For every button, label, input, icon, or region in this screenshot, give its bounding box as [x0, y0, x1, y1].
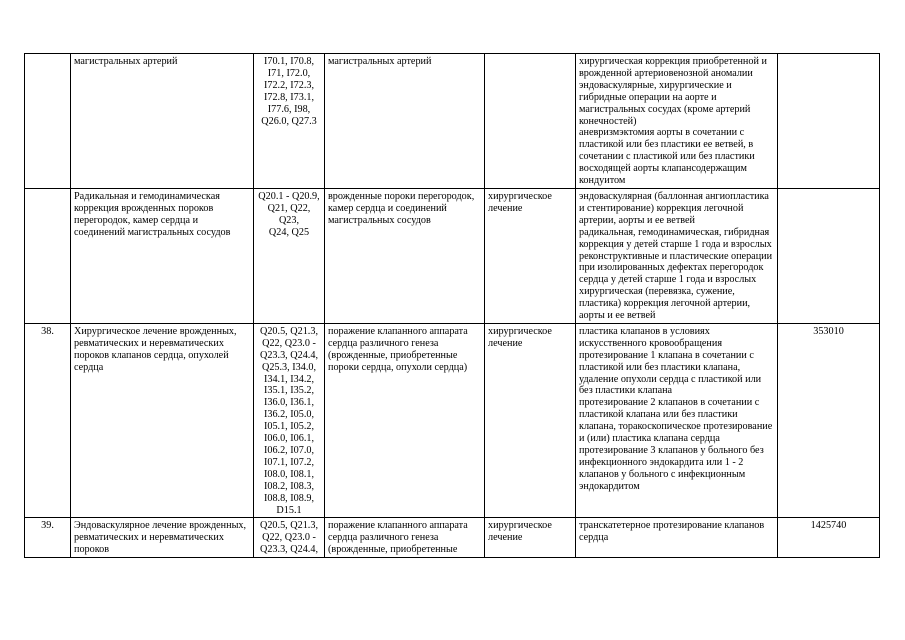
- icd-codes-cell: Q20.5, Q21.3, Q22, Q23.0 - Q23.3, Q24.4, Q25.3, I34.0, I34.1, I34.2, I35.1, I35.2, I36.0, I36.1, I36.2, I05.0, I05.1, I05.2, I06.0, I06.1, I06.2, I07.0, I07.1, I07.2, I08.0, I08.1, I08.2, I08.3, I08.8, I08.9, D15.1: [254, 323, 325, 518]
- treatment-method-cell: транскатетерное протезирование клапанов сердца: [576, 518, 778, 558]
- treatment-method-cell: хирургическая коррекция приобретенной и врожденной артериовенозной аномалии эндоваскулярные, хирургические и гибридные операции на аорте и магистральных сосудах (кроме артерий конечностей) аневризмэктомия аорты в сочетании с пластикой или без пластики ее ветвей, в сочетании с пластикой или без пластики восходящей аорты клапансодержащим кондуитом: [576, 54, 778, 189]
- table-row: [25, 323, 880, 518]
- treatment-name-cell: Эндоваскулярное лечение врожденных, ревматических и неревматических пороков: [71, 518, 254, 558]
- price-cell: [778, 188, 880, 323]
- icd-codes-cell: I70.1, I70.8, I71, I72.0, I72.2, I72.3, I72.8, I73.1, I77.6, I98, Q26.0, Q27.3: [254, 54, 325, 189]
- price-cell: [778, 54, 880, 189]
- treatment-type-cell: [485, 54, 576, 189]
- patient-model-cell: магистральных артерий: [325, 54, 485, 189]
- treatment-method-cell: эндоваскулярная (баллонная ангиопластика и стентирование) коррекция легочной артерии, аорты и ее ветвей радикальная, гемодинамическая, гибридная коррекция у детей старше 1 года и взрослых реконструктивные и пластические операции при изолированных дефектах перегородок сердца у детей старше 1 года и взрослых хирургическая (перевязка, сужение, пластика) коррекция легочной артерии, аорты и ее ветвей: [576, 188, 778, 323]
- row-number-cell: 38.: [25, 323, 71, 518]
- treatment-name-cell: магистральных артерий: [71, 54, 254, 189]
- document-page: [24, 53, 879, 558]
- patient-model-cell: врожденные пороки перегородок, камер сердца и соединений магистральных сосудов: [325, 188, 485, 323]
- patient-model-cell: поражение клапанного аппарата сердца различного генеза (врожденные, приобретенные: [325, 518, 485, 558]
- treatment-type-cell: хирургическое лечение: [485, 518, 576, 558]
- table-row: [25, 188, 880, 323]
- row-number-cell: 39.: [25, 518, 71, 558]
- treatment-name-cell: Радикальная и гемодинамическая коррекция врожденных пороков перегородок, камер сердца и соединений магистральных сосудов: [71, 188, 254, 323]
- treatment-type-cell: хирургическое лечение: [485, 188, 576, 323]
- row-number-cell: [25, 54, 71, 189]
- price-cell: 353010: [778, 323, 880, 518]
- icd-codes-cell: Q20.1 - Q20.9, Q21, Q22, Q23, Q24, Q25: [254, 188, 325, 323]
- table-row: [25, 518, 880, 558]
- patient-model-cell: поражение клапанного аппарата сердца различного генеза (врожденные, приобретенные пороки сердца, опухоли сердца): [325, 323, 485, 518]
- price-cell: 1425740: [778, 518, 880, 558]
- table-row: [25, 54, 880, 189]
- row-number-cell: [25, 188, 71, 323]
- treatment-table: [24, 53, 880, 558]
- treatment-name-cell: Хирургическое лечение врожденных, ревматических и неревматических пороков клапанов сердца, опухолей сердца: [71, 323, 254, 518]
- treatment-method-cell: пластика клапанов в условиях искусственного кровообращения протезирование 1 клапана в сочетании с пластикой или без пластики клапана, удаление опухоли сердца с пластикой или без пластики клапана протезирование 2 клапанов в сочетании с пластикой клапана или без пластики клапана, торакоскопическое протезирование и (или) пластика клапана сердца протезирование 3 клапанов у больного без инфекционного эндокардита или 1 - 2 клапанов у больного с инфекционным эндокардитом: [576, 323, 778, 518]
- icd-codes-cell: Q20.5, Q21.3, Q22, Q23.0 - Q23.3, Q24.4,: [254, 518, 325, 558]
- treatment-type-cell: хирургическое лечение: [485, 323, 576, 518]
